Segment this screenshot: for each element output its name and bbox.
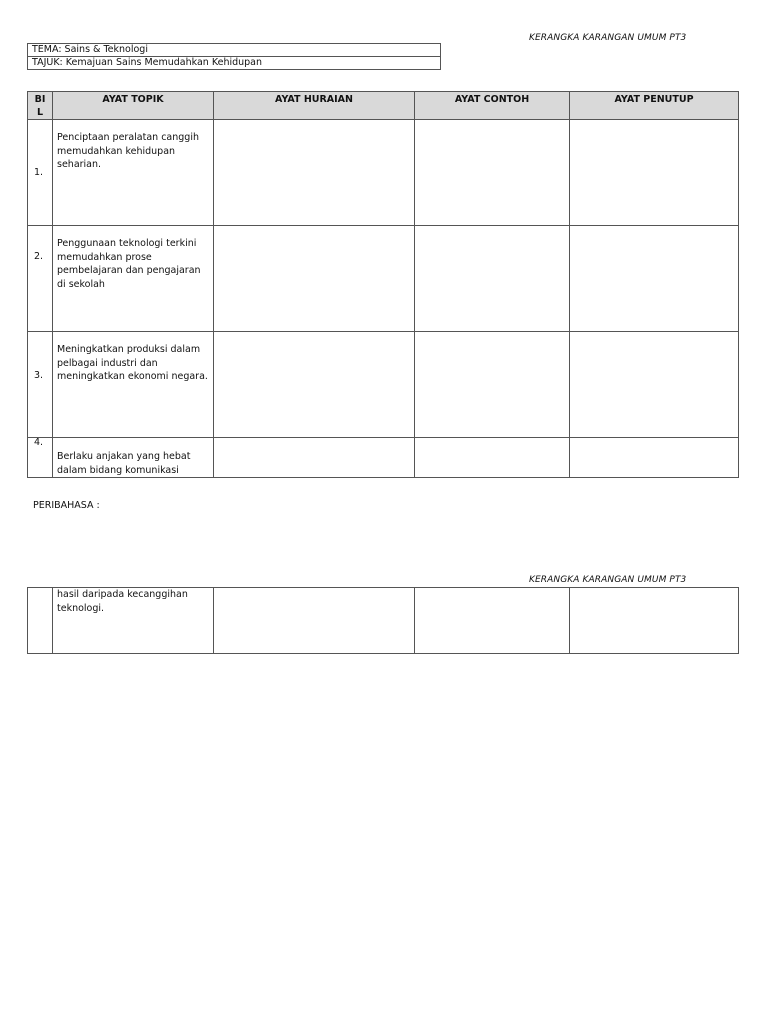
col-header-ayat-topik: AYAT TOPIK (53, 92, 214, 120)
row-huraian-cell[interactable] (214, 120, 415, 226)
row-penutup-cell[interactable] (570, 588, 739, 654)
col-header-ayat-penutup: AYAT PENUTUP (570, 92, 739, 120)
row-contoh-cell[interactable] (415, 332, 570, 438)
tajuk-field: TAJUK: Kemajuan Sains Memudahkan Kehidupan (28, 56, 440, 69)
continuation-header: KERANGKA KARANGAN UMUM PT3 (529, 575, 687, 585)
row-number (28, 588, 53, 654)
row-number: 3. (28, 332, 53, 438)
info-box (27, 43, 441, 70)
table-row (28, 332, 739, 438)
table-row (28, 120, 739, 226)
row-topic: Meningkatkan produksi dalam pelbagai industri dan meningkatkan ekonomi negara. (53, 332, 214, 438)
table-header-row (28, 92, 739, 120)
row-number: 4. (28, 438, 53, 478)
row-number: 2. (28, 226, 53, 332)
row-penutup-cell[interactable] (570, 332, 739, 438)
row-huraian-cell[interactable] (214, 226, 415, 332)
row-huraian-cell[interactable] (214, 332, 415, 438)
row-topic: Berlaku anjakan yang hebat dalam bidang komunikasi (53, 438, 214, 478)
peribahasa-label: PERIBAHASA : (33, 500, 100, 511)
table-row (28, 438, 739, 478)
row-contoh-cell[interactable] (415, 226, 570, 332)
table-row (28, 588, 739, 654)
row-huraian-cell[interactable] (214, 588, 415, 654)
document-header: KERANGKA KARANGAN UMUM PT3 (529, 33, 687, 43)
row-contoh-cell[interactable] (415, 588, 570, 654)
table-row (28, 226, 739, 332)
row-penutup-cell[interactable] (570, 226, 739, 332)
outline-table (27, 91, 739, 478)
row-penutup-cell[interactable] (570, 120, 739, 226)
col-header-ayat-huraian: AYAT HURAIAN (214, 92, 415, 120)
row-penutup-cell[interactable] (570, 438, 739, 478)
col-header-ayat-contoh: AYAT CONTOH (415, 92, 570, 120)
tema-field: TEMA: Sains & Teknologi (32, 44, 148, 55)
row-topic: hasil daripada kecanggihan teknologi. (53, 588, 214, 654)
row-topic: Penggunaan teknologi terkini memudahkan prose pembelajaran dan pengajaran di sekolah (53, 226, 214, 332)
row-number: 1. (28, 120, 53, 226)
col-header-bil: BIL (28, 92, 53, 120)
outline-table-continuation (27, 587, 739, 654)
row-contoh-cell[interactable] (415, 120, 570, 226)
row-huraian-cell[interactable] (214, 438, 415, 478)
row-topic: Penciptaan peralatan canggih memudahkan kehidupan seharian. (53, 120, 214, 226)
row-contoh-cell[interactable] (415, 438, 570, 478)
